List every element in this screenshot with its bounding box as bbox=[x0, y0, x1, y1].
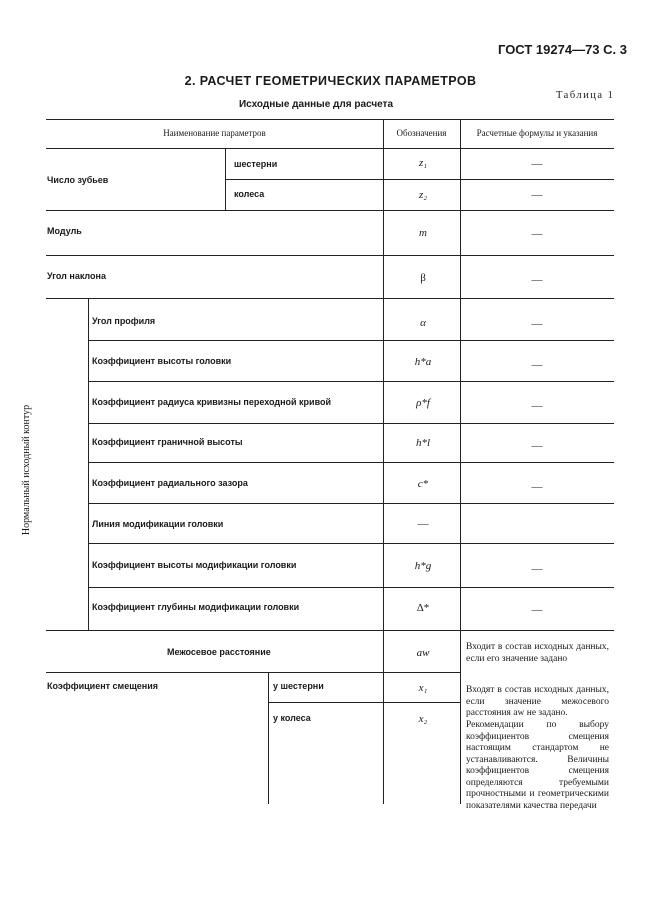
addendum-label: Коэффициент высоты головки bbox=[92, 356, 232, 366]
symbol-mod-line: — bbox=[417, 518, 429, 530]
value-c: — bbox=[531, 481, 543, 493]
clearance-label: Коэффициент радиального зазора bbox=[92, 478, 248, 488]
gost-number: ГОСТ 19274—73 С. 3 bbox=[498, 42, 627, 57]
value-z2: — bbox=[531, 189, 543, 201]
teeth-wheel-label: колеса bbox=[234, 189, 265, 199]
module-label: Модуль bbox=[47, 226, 82, 236]
value-alpha: — bbox=[531, 318, 543, 330]
shift-label: Коэффициент смещения bbox=[47, 681, 159, 691]
value-beta: — bbox=[531, 274, 543, 286]
symbol-hl: h*l bbox=[415, 437, 431, 449]
symbol-rhof: ρ*f bbox=[416, 397, 430, 409]
symbol-beta: β bbox=[420, 272, 426, 284]
table-label: Таблица 1 bbox=[556, 90, 615, 101]
contour-group-label: Нормальный исходный контур bbox=[21, 404, 32, 536]
section-title: 2. РАСЧЕТ ГЕОМЕТРИЧЕСКИХ ПАРАМЕТРОВ bbox=[184, 74, 477, 88]
value-z1: — bbox=[531, 158, 543, 170]
col-symbol-header: Обозначения bbox=[396, 128, 447, 138]
table-subtitle: Исходные данные для расчета bbox=[238, 99, 394, 110]
value-hl: — bbox=[531, 440, 543, 452]
fillet-label: Коэффициент радиуса кривизны переходной кривой bbox=[92, 397, 332, 407]
teeth-pinion-label: шестерни bbox=[234, 159, 278, 169]
value-delta: — bbox=[531, 604, 543, 616]
center-distance-label: Межосевое расстояние bbox=[167, 647, 271, 657]
mod-height-label: Коэффициент высоты модификации головки bbox=[92, 560, 297, 570]
symbol-ha: h*a bbox=[414, 356, 432, 368]
boundary-label: Коэффициент граничной высоты bbox=[92, 437, 243, 447]
symbol-x2: x₂ bbox=[418, 713, 428, 725]
profile-angle-label: Угол профиля bbox=[92, 316, 156, 326]
value-hg: — bbox=[531, 563, 543, 575]
mod-line-label: Линия модификации головки bbox=[92, 519, 224, 529]
symbol-delta: Δ* bbox=[416, 602, 430, 614]
symbol-hg: h*g bbox=[414, 560, 432, 572]
shift-wheel-label: у колеса bbox=[273, 713, 311, 723]
symbol-z1: z₁ bbox=[418, 157, 428, 169]
symbol-aw: aw bbox=[416, 647, 430, 659]
shift-pinion-label: у шестерни bbox=[273, 681, 324, 691]
shift-note-2: Рекомендации по выбору коэффициентов смещения настоящим стандартом не устанавливаются. Величины коэффициентов смещения определяются требуемыми прочностными и геометрическими показателями качества передачи bbox=[466, 720, 609, 811]
center-distance-note: Входит в состав исходных данных, если его значение задано bbox=[466, 642, 609, 664]
symbol-x1: x₁ bbox=[418, 682, 428, 694]
value-rhof: — bbox=[531, 400, 543, 412]
teeth-label: Число зубьев bbox=[47, 175, 109, 185]
value-m: — bbox=[531, 228, 543, 240]
col-formulas-header: Расчетные формулы и указания bbox=[476, 128, 598, 138]
col-name-header: Наименование параметров bbox=[163, 128, 266, 138]
helix-label: Угол наклона bbox=[47, 271, 106, 281]
symbol-c: c* bbox=[417, 478, 429, 490]
symbol-m: m bbox=[419, 227, 427, 239]
shift-note-1: Входят в состав исходных данных, если значение межосевого расстояния aw не задано. bbox=[466, 685, 609, 718]
symbol-z2: z₂ bbox=[418, 189, 428, 201]
symbol-alpha: α bbox=[420, 317, 426, 329]
mod-depth-label: Коэффициент глубины модификации головки bbox=[92, 602, 300, 612]
value-ha: — bbox=[531, 359, 543, 371]
